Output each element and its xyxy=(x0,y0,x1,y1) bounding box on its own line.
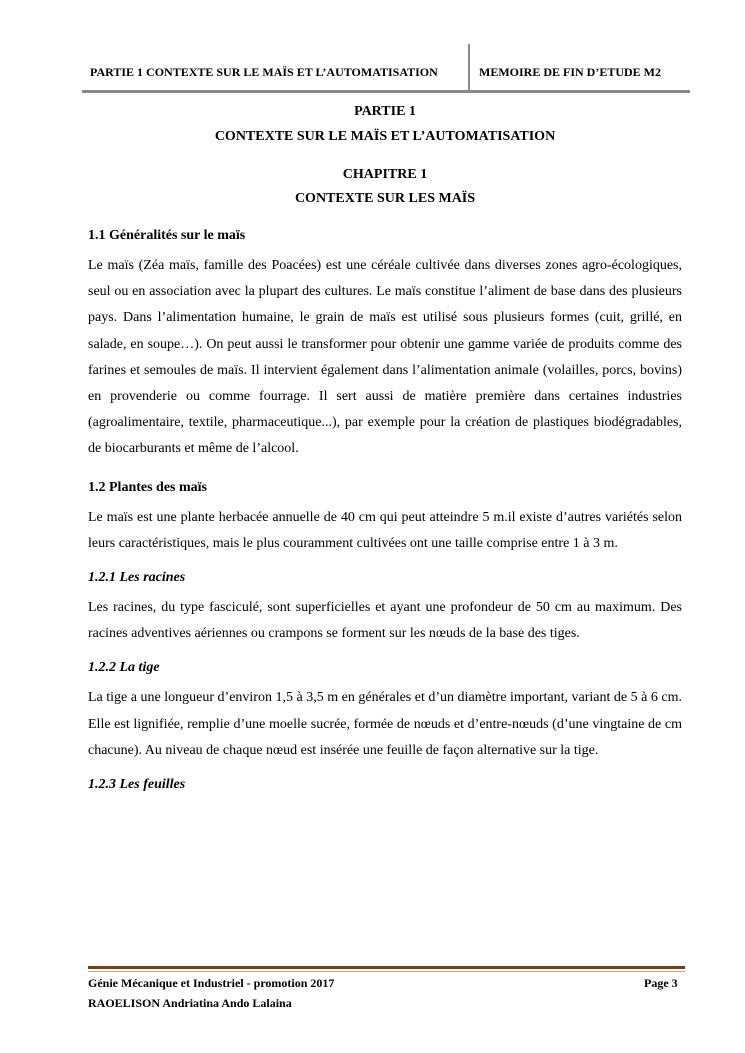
section-heading-1-1: 1.1 Généralités sur le maïs xyxy=(88,228,246,243)
part-label: PARTIE 1 xyxy=(354,104,416,119)
header-divider xyxy=(468,44,470,90)
section-paragraph-1-1: Le maïs (Zéa maïs, famille des Poacées) est une céréale cultivée dans diverses zones agro-écologiques, seul ou en association avec la plupart des cultures. Le maïs constitue l’aliment de base dans des plusieurs pays. Dans l’alimentation humaine, le grain de maïs est utilisé sous plusieurs formes (cuit, grillé, en salade, en soupe…). On peut aussi le transformer pour obtenir une gamme variée de produits comme des farines et semoules de maïs. Il intervient également dans l’alimentation animale (volailles, porcs, bovins) en provenderie ou comme fourrage. Il sert aussi de matière première dans certaines industries (agroalimentaire, textile, pharmaceutique...), par exemple pour la création de plastiques biodégradables, de biocarburants et même de l’alcool. xyxy=(88,258,682,457)
subsection-paragraph-1-2-2: La tige a une longueur d’environ 1,5 à 3,5 m en générales et d’un diamètre important, variant de 5 à 6 cm. Elle est lignifiée, remplie d’une moelle sucrée, formée de nœuds et d’entre-nœuds (d’une vingtaine de cm chacune). Au niveau de chaque nœud est insérée une feuille de façon alternative sur la tige. xyxy=(88,690,682,758)
page-header xyxy=(82,44,690,92)
subsection-heading-1-2-1: 1.2.1 Les racines xyxy=(88,570,186,586)
subsection-paragraph-1-2-1: Les racines, du type fasciculé, sont superficielles et ayant une profondeur de 50 cm au maximum. Des racines adventives aériennes ou crampons se forment sur les nœuds de la base des tiges. xyxy=(88,600,682,642)
subsection-heading-1-2-2: 1.2.2 La tige xyxy=(88,660,160,676)
footer-rule-thick xyxy=(88,966,685,969)
part-title: CONTEXTE SUR LE MAÏS ET L’AUTOMATISATION xyxy=(214,129,556,144)
header-left-title: PARTIE 1 CONTEXTE SUR LE MAÏS ET L’AUTOMATISATION xyxy=(90,65,438,79)
footer-rule-thin xyxy=(88,971,685,972)
footer-author: RAOELISON Andriatina Ando Lalaina xyxy=(88,996,292,1010)
page-body xyxy=(88,100,682,794)
section-heading-1-2: 1.2 Plantes des maïs xyxy=(88,479,207,495)
section-paragraph-1-2: Le maïs est une plante herbacée annuelle de 40 cm qui peut atteindre 5 m.il existe d’autres variétés selon leurs caractéristiques, mais le plus couramment cultivées ont une taille comprise entre 1 à 3 m. xyxy=(88,509,682,551)
footer-page-number: Page 3 xyxy=(644,976,678,990)
header-rule xyxy=(82,90,690,93)
chapter-title: CONTEXTE SUR LES MAÏS xyxy=(294,191,476,206)
chapter-label: CHAPITRE 1 xyxy=(342,167,428,182)
subsection-heading-1-2-3: 1.2.3 Les feuilles xyxy=(88,777,186,793)
footer-institution: Génie Mécanique et Industriel - promotion 2017 xyxy=(88,976,335,990)
header-right-title: MEMOIRE DE FIN D’ETUDE M2 xyxy=(479,65,661,79)
